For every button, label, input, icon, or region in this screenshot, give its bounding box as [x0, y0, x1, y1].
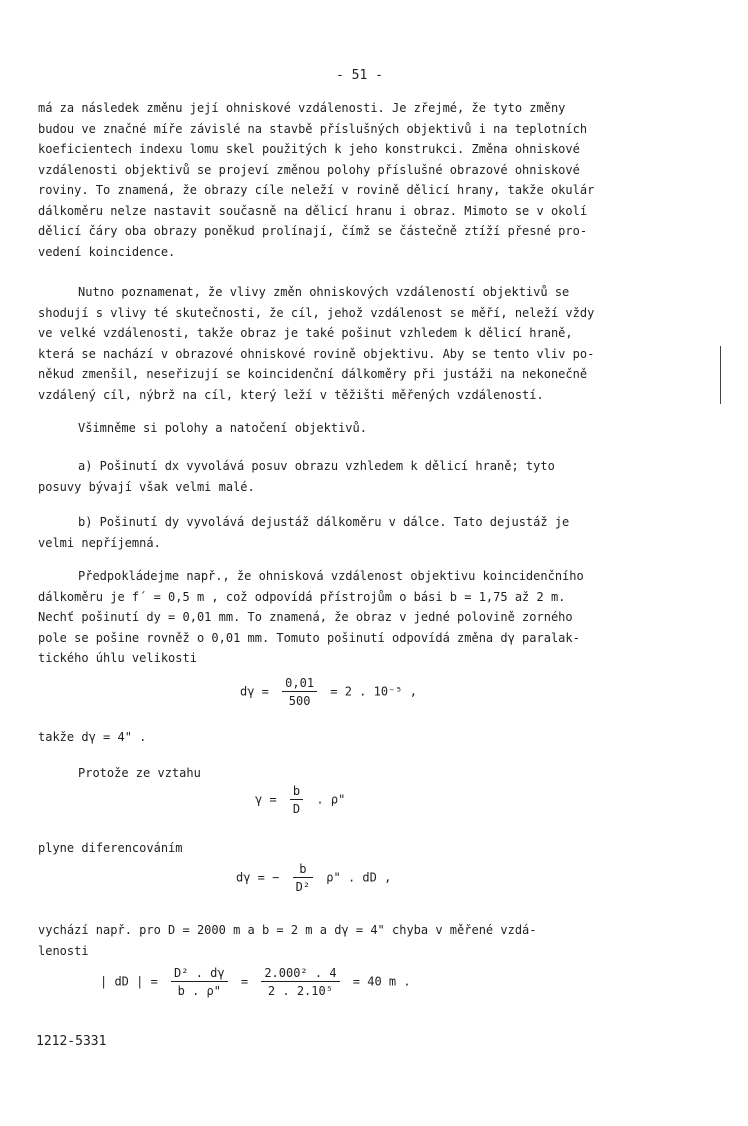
formula-rhs: = 40 m .: [352, 974, 411, 989]
text-line: Protože ze vztahu: [78, 766, 201, 780]
denominator: b . ρ": [177, 984, 221, 998]
text-line: takže dγ = 4" .: [38, 730, 147, 744]
text-line: dálkoměru je f´ = 0,5 m , což odpovídá přístrojům o bási b = 1,75 až 2 m.: [38, 589, 566, 604]
text-line: někud zmenšil, neseřizují se koincidenční dálkoměry při justáži na nekonečně: [38, 367, 588, 381]
fraction: [282, 676, 317, 708]
paragraph-5: [38, 727, 680, 748]
formula-lhs: dγ = −: [236, 870, 280, 885]
denominator: D: [292, 802, 301, 816]
text-line: Nechť pošinutí dy = 0,01 mm. To znamená, že obraz v jedné polovině zorného: [38, 610, 573, 624]
text-line: budou ve značné míře závislé na stavbě příslušných objektivů i na teplotních: [38, 121, 588, 136]
formula-3: [236, 862, 391, 894]
text-line: ve velké vzdálenosti, takže obraz je také pošinut vzhledem k dělicí hraně,: [38, 326, 573, 340]
text-line: Nutno poznamenat, že vlivy změn ohniskových vzdáleností objektivů se: [78, 285, 570, 299]
text-line: dálkoměru nelze nastavit současně na dělicí hranu i obraz. Mimoto se v okolí: [38, 203, 588, 218]
text-line: vzdálenosti objektivů se projeví změnou polohy příslušné obrazové ohniskové: [38, 162, 580, 177]
formula-2: [255, 784, 345, 816]
numerator: D² . dγ: [171, 966, 228, 982]
text-line: lenosti: [38, 943, 89, 958]
document-code: 1212-5331: [36, 1034, 107, 1049]
paragraph-1: [38, 98, 680, 262]
page-number: - 51 -: [336, 68, 383, 83]
paragraph-item-b: [38, 512, 680, 553]
text-line: tického úhlu velikosti: [38, 651, 197, 665]
text-line: vzdálený cíl, nýbrž na cíl, který leží v těžišti měřených vzdáleností.: [38, 387, 544, 402]
paragraph-2: [38, 282, 680, 405]
paragraph-6: [38, 763, 680, 784]
paragraph-7: [38, 838, 680, 859]
text-line: vedení koincidence.: [38, 244, 176, 259]
text-line: která se nachází v obrazové ohniskové rovině objektivu. Aby se tento vliv po-: [38, 346, 595, 361]
text-line: shodují s vlivy té skutečnosti, že cíl, jehož vzdálenost se měří, neleží vždy: [38, 305, 595, 320]
text-line: a) Pošinutí dx vyvolává posuv obrazu vzhledem k dělicí hraně; tyto: [78, 459, 555, 473]
paragraph-3: [38, 418, 680, 439]
denominator: 2 . 2.10⁵: [267, 984, 333, 998]
fraction: [290, 784, 303, 816]
paragraph-4: [38, 566, 680, 669]
formula-rhs: = 2 . 10⁻⁵ ,: [330, 684, 417, 699]
numerator: b: [290, 784, 303, 800]
paragraph-item-a: [38, 456, 680, 497]
text-line: koeficientech indexu lomu skel použitých k jeho konstrukci. Změna ohniskové: [38, 142, 580, 156]
numerator: b: [293, 862, 313, 878]
text-line: velmi nepříjemná.: [38, 535, 161, 550]
formula-1: [240, 676, 417, 708]
text-line: dělicí čáry oba obrazy poněkud prolínají, čímž se částečně ztíží přesné pro-: [38, 224, 588, 238]
text-line: plyne diferencováním: [38, 841, 183, 855]
formula-4: [100, 966, 411, 998]
numerator: 0,01: [282, 676, 317, 692]
text-line: má za následek změnu její ohniskové vzdálenosti. Je zřejmé, že tyto změny: [38, 101, 566, 115]
text-line: posuvy bývají však velmi malé.: [38, 479, 255, 494]
fraction: [261, 966, 339, 998]
fraction: [171, 966, 228, 998]
paragraph-8: [38, 920, 680, 961]
denominator: D²: [295, 880, 311, 894]
formula-lhs: dγ =: [240, 684, 269, 699]
fraction: [293, 862, 313, 894]
margin-mark: [720, 346, 721, 404]
numerator: 2.000² . 4: [261, 966, 339, 982]
formula-rhs: ρ" . dD ,: [326, 870, 392, 885]
text-line: Všimněme si polohy a natočení objektivů.: [78, 421, 367, 435]
text-line: Předpokládejme např., že ohnisková vzdálenost objektivu koincidenčního: [78, 569, 584, 583]
formula-lhs: γ =: [255, 792, 277, 807]
text-line: vychází např. pro D = 2000 m a b = 2 m a dγ = 4" chyba v měřené vzdá-: [38, 923, 537, 937]
equals-sign: =: [240, 974, 249, 989]
text-line: pole se pošine rovněž o 0,01 mm. Tomuto pošinutí odpovídá změna dγ paralak-: [38, 630, 580, 645]
text-line: b) Pošinutí dy vyvolává dejustáž dálkoměru v dálce. Tato dejustáž je: [78, 515, 570, 529]
text-line: roviny. To znamená, že obrazy cíle neleží v rovině dělicí hrany, takže okulár: [38, 183, 595, 197]
formula-rhs: . ρ": [316, 792, 346, 807]
denominator: 500: [288, 694, 311, 708]
formula-lhs: | dD | =: [100, 974, 158, 989]
